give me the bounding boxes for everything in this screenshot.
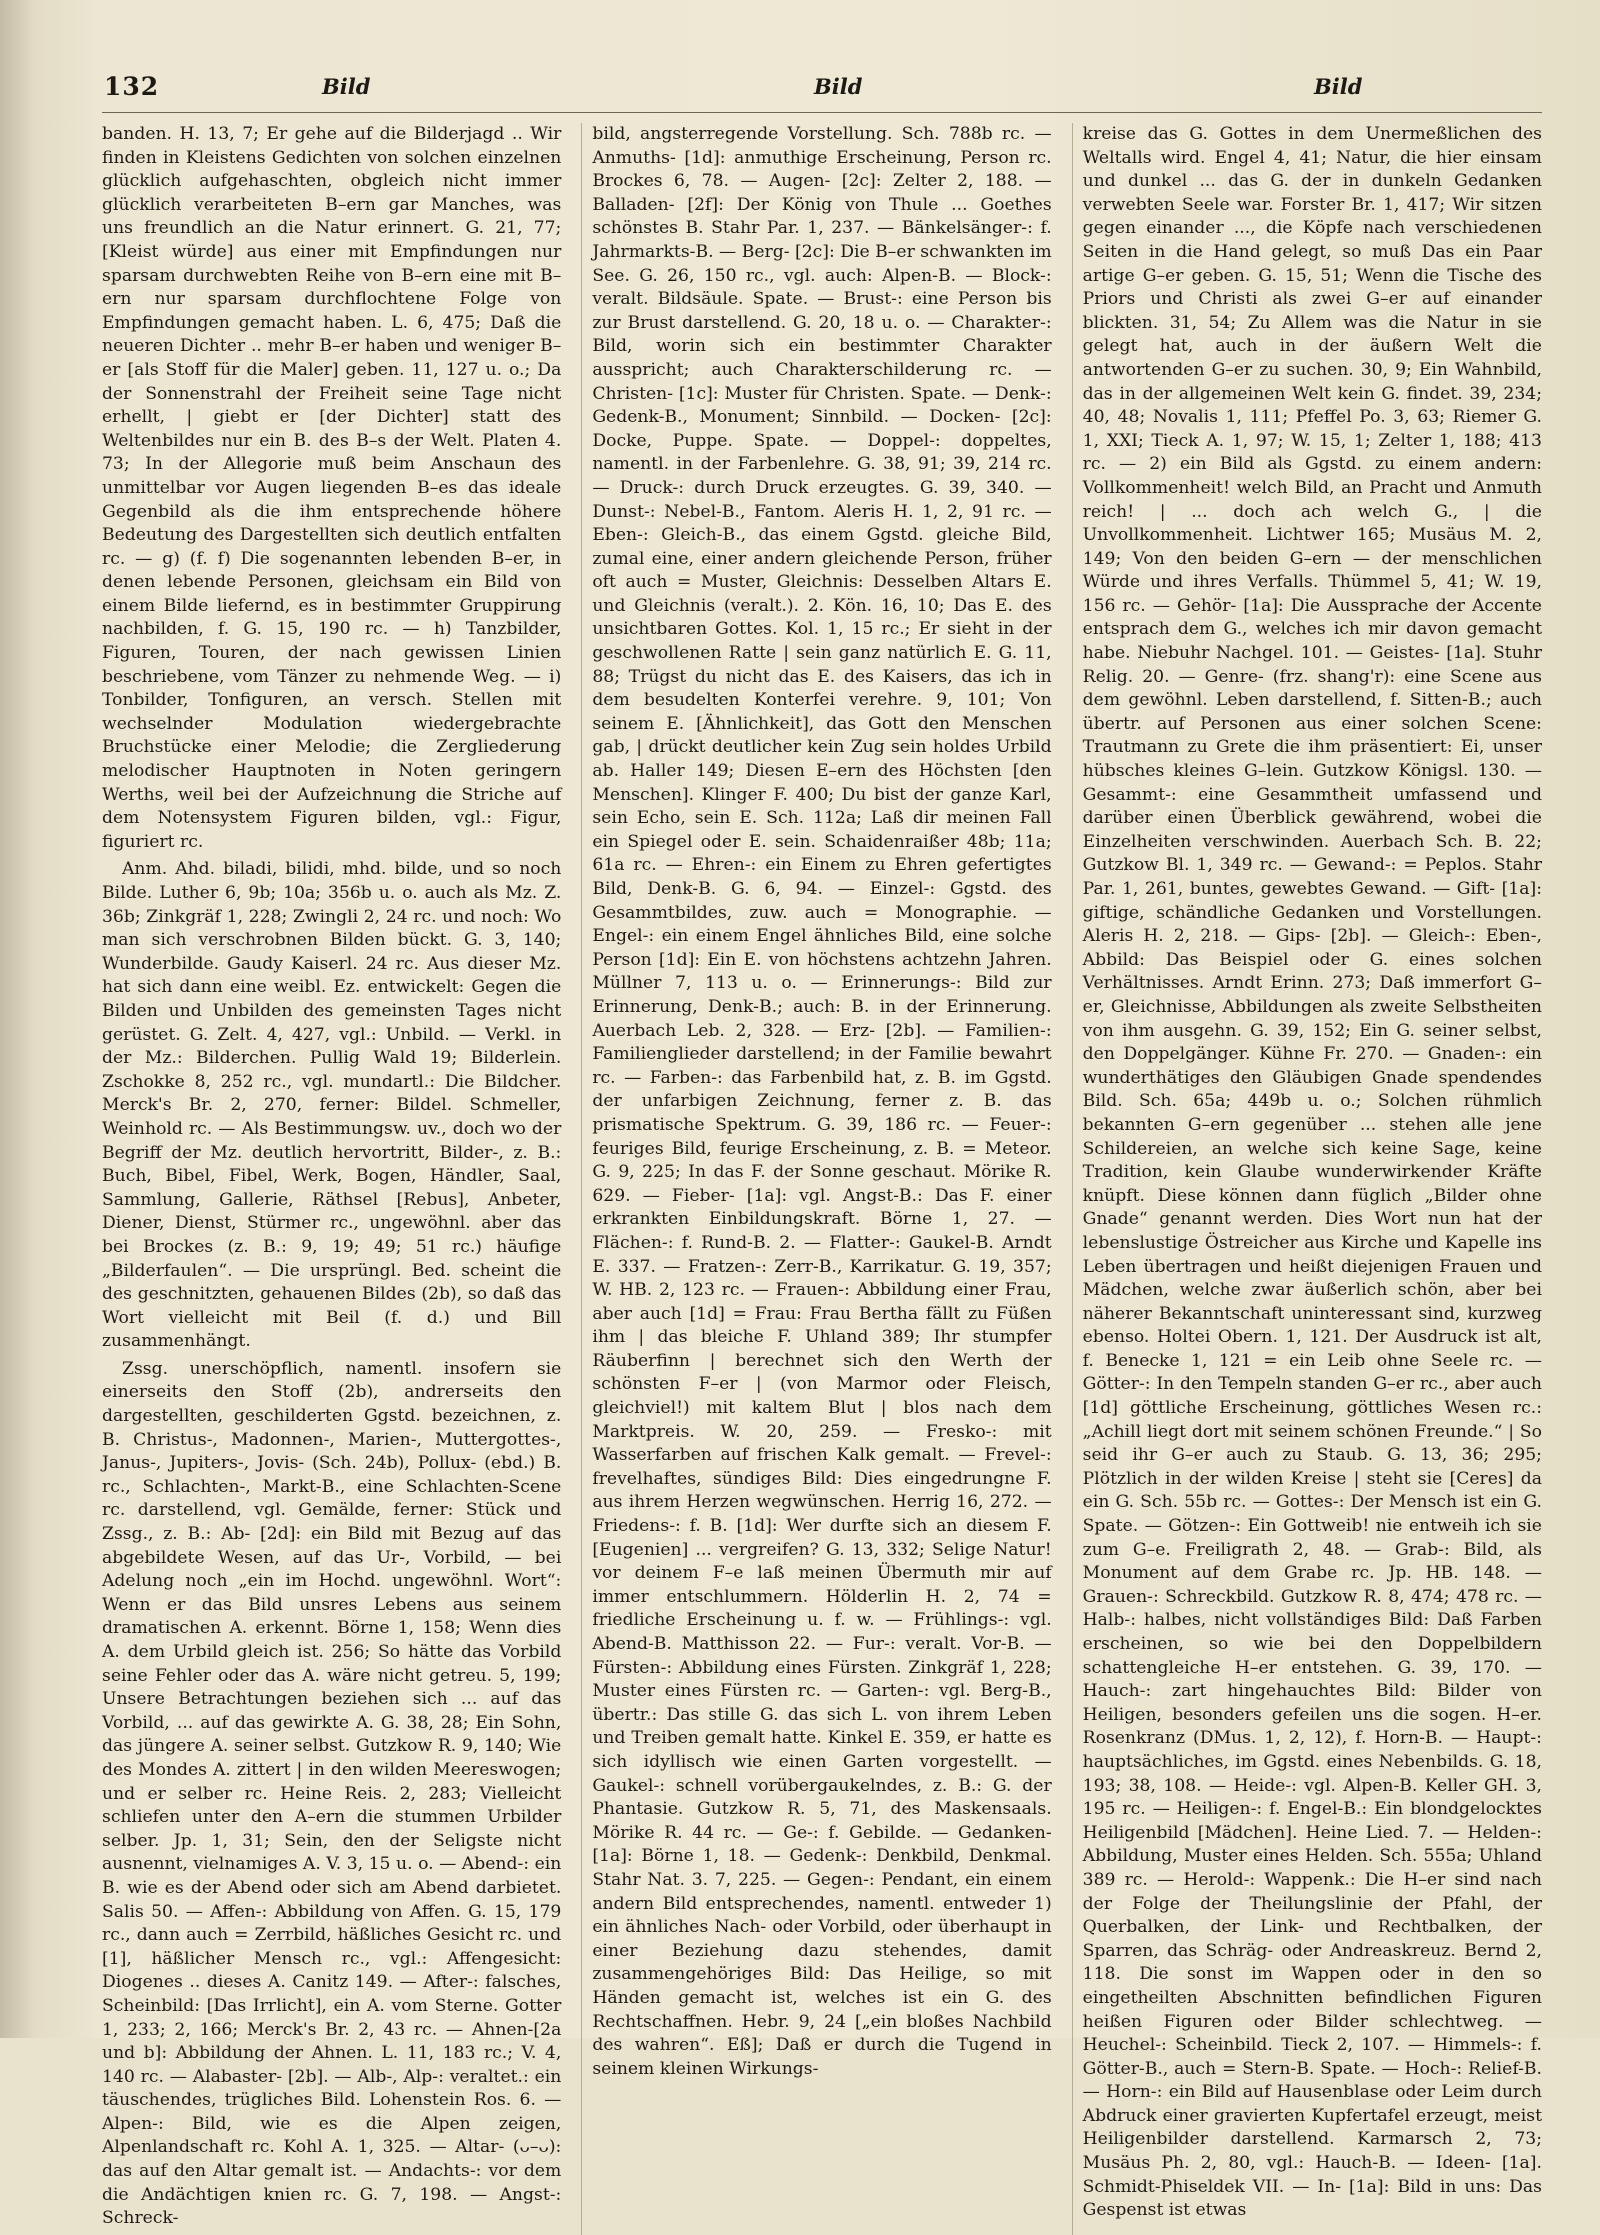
- entry-paragraph: bild, angsterregende Vorstellung. Sch. 788b rc. — Anmuths- [1d]: anmuthige Erscheinung, Person rc. Brockes 6, 78. — Augen- [2c]: Zelter 2, 188. — Balladen- [2f]: Der König von Thule ... Goethes schönstes B. Stahr Par. 1, 237. — Bänkelsänger-: f. Jahrmarkts-B. — Berg- [2c]: Die B–er schwankten im See. G. 26, 150 rc., vgl. auch: Alpen-B. — Block-: veralt. Bildsäule. Spate. — Brust-: eine Person bis zur Brust darstellend. G. 20, 18 u. o. — Charakter-: Bild, worin sich ein bestimmter Charakter ausspricht; auch Charakterschilderung rc. — Christen- [1c]: Muster für Christen. Spate. — Denk-: Gedenk-B., Monument; Sinnbild. — Docken- [2c]: Docke, Puppe. Spate. — Doppel-: doppeltes, namentl. in der Farbenlehre. G. 38, 91; 39, 214 rc. — Druck-: durch Druck erzeugtes. G. 39, 340. — Dunst-: Nebel-B., Fantom. Aleris H. 1, 2, 91 rc. — Eben-: Gleich-B., das einem Ggstd. gleiche Bild, zumal eine, einer andern gleichende Person, früher oft auch = Muster, Gleichnis: Desselben Altars E. und Gleichnis (veralt.). 2. Kön. 16, 10; Das E. des unsichtbaren Gottes. Kol. 1, 15 rc.; Er sieht in der geschwollenen Ratte | sein ganz natürlich E. G. 11, 88; Trügst du nicht das E. des Kaisers, das ich in dem besudelten Konterfei verehre. 9, 101; Von seinem E. [Ähnlichkeit], das Gott den Menschen gab, | drückt deutlicher kein Zug sein holdes Urbild ab. Haller 149; Diesen E–ern des Höchsten [den Menschen]. Klinger F. 400; Du bist der ganze Karl, sein Echo, sein E. Sch. 112a; Laß dir meinen Fall ein Spiegel oder E. sein. Schaidenraißer 48b; 11a; 61a rc. — Ehren-: ein Einem zu Ehren gefertigtes Bild, Denk-B. G. 6, 94. — Einzel-: Ggstd. des Gesammtbildes, zuw. auch = Monographie. — Engel-: ein einem Engel ähnliches Bild, eine solche Person [1d]: Ein E. von höchstens achtzehn Jahren. Müllner 7, 113 u. o. — Erinnerungs-: Bild zur Erinnerung, Denk-B.; auch: B. in der Erinnerung. Auerbach Leb. 2, 328. — Erz- [2b]. — Familien-: Familienglieder darstellend; in der Familie bewahrt rc. — Farben-: das Farbenbild hat, z. B. im Ggstd. der unfarbigen Zeichnung, ferner z. B. das prismatische Spektrum. G. 39, 186 rc. — Feuer-: feuriges Bild, feurige Erscheinung, z. B. = Meteor. G. 9, 225; In das F. der Sonne geschaut. Mörike R. 629. — Fieber- [1a]: vgl. Angst-B.: Das F. einer erkrankten Einbildungskraft. Börne 1, 27. — Flächen-: f. Rund-B. 2. — Flatter-: Gaukel-B. Arndt E. 337. — Fratzen-: Zerr-B., Karrikatur. G. 19, 357; W. HB. 2, 123 rc. — Frauen-: Abbildung einer Frau, aber auch [1d] = Frau: Frau Bertha fällt zu Füßen ihm | das bleiche F. Uhland 389; Ihr stumpfer Räuberfinn | berechnet sich den Werth der schönsten F–er | (von Marmor oder Fleisch, gleichviel!) mit kaltem Blut | blos nach dem Marktpreis. W. 20, 259. — Fresko-: mit Wasserfarben auf frischen Kalk gemalt. — Frevel-: frevelhaftes, sündiges Bild: Dies eingedrungne F. aus ihrem Herzen wegwünschen. Herrig 16, 272. — Friedens-: f. B. [1d]: Wer durfte sich an diesem F. [Eugenien] ... vergreifen? G. 13, 332; Selige Natur! vor deinem F–e laß meinen Übermuth mir auf immer entschlummern. Hölderlin H. 2, 74 = friedliche Erscheinung u. f. w. — Frühlings-: vgl. Abend-B. Matthisson 22. — Fur-: veralt. Vor-B. — Fürsten-: Abbildung eines Fürsten. Zinkgräf 1, 228; Muster eines Fürsten rc. — Garten-: vgl. Berg-B., übertr.: Das stille G. das sich L. von ihrem Leben und Treiben gemalt hatte. Kinkel E. 359, er hatte es sich idyllisch wie einen Garten vorgestellt. — Gaukel-: schnell vorübergaukelndes, z. B.: G. der Phantasie. Gutzkow R. 5, 71, des Maskensaals. Mörike R. 44 rc. — Ge-: f. Gebilde. — Gedanken- [1a]: Börne 1, 18. — Gedenk-: Denkbild, Denkmal. Stahr Nat. 3. 7, 225. — Gegen-: Pendant, ein einem andern Bild entsprechendes, namentl. entweder 1) ein ähnliches Nach- oder Vorbild, oder überhaupt in einer Beziehung dazu stehendes, damit zusammengehöriges Bild: Das Heilige, so mit Händen gemacht ist, welches ist ein G. des Rechtschaffnen. Hebr. 9, 24 [„ein bloßes Nachbild des wahren“. Eß]; Daß er durch die Tugend in seinem kleinen Wirkungs-: [592, 124, 1052, 2079]
- entry-note-paragraph: Anm. Ahd. biladi, bilidi, mhd. bilde, und so noch Bilde. Luther 6, 9b; 10a; 356b u. o. auch als Mz. Z. 36b; Zinkgräf 1, 228; Zwingli 2, 24 rc. und noch: Wo man sich verschrobnen Bilden bückt. G. 3, 140; Wunderbilde. Gaudy Kaiserl. 24 rc. Aus dieser Mz. hat sich dann eine weibl. Ez. entwickelt: Gegen die Bilden und Unbilden des gemeinsten Tages nicht gerüstet. G. Zelt. 4, 427, vgl.: Unbild. — Verkl. in der Mz.: Bilderchen. Pullig Wald 19; Bilderlein. Zschokke 8, 252 rc., vgl. mundartl.: Die Bildcher. Merck's Br. 2, 270, ferner: Bildel. Schmeller, Weinhold rc. — Als Bestimmungsw. uv., doch wo der Begriff der Mz. deutlich hervortritt, Bilder-, z. B.: Buch, Bibel, Fibel, Werk, Bogen, Händler, Saal, Sammlung, Gallerie, Räthsel [Rebus], Anbeter, Diener, Dienst, Stürmer rc., ungewöhnl. aber das bei Brockes (z. B.: 9, 19; 49; 51 rc.) häufige „Bilderfaulen“. — Die ursprüngl. Bed. scheint die des geschnitzten, gehauenen Bildes (2b), so daß das Wort vielleicht mit Beil (f. d.) und Bill zusammenhängt.: [102, 859, 562, 1352]
- column-3: [1072, 123, 1542, 2235]
- page-header: [102, 66, 1542, 113]
- entry-paragraph: kreise das G. Gottes in dem Unermeßlichen des Weltalls wird. Engel 4, 41; Natur, die hier einsam und dunkel ... das G. der in dunkeln Gedanken verwebten Seele war. Forster Br. 1, 417; Wir sitzen gegen einander ..., die Köpfe nach verschiedenen Seiten in die Hand gelegt, so muß Das ein Paar artige G–er geben. G. 15, 51; Wenn die Tische des Priors und Christi als zwei G–er auf einander blickten. 31, 54; Zu Allem was die Natur in sie gelegt hat, auch in der äußern Welt die antwortenden G–er zu suchen. 30, 9; Ein Wahnbild, das in der allgemeinen Welt kein G. findet. 39, 234; 40, 48; Novalis 1, 111; Pfeffel Po. 3, 63; Riemer G. 1, XXI; Tieck A. 1, 97; W. 15, 1; Zelter 1, 188; 413 rc. — 2) ein Bild als Ggstd. zu einem andern: Vollkommenheit! welch Bild, an Pracht und Anmuth reich! | ... doch ach welch G., | die Unvollkommenheit. Lichtwer 165; Musäus M. 2, 149; Von den beiden G–ern — der menschlichen Würde und ihres Verfalls. Thümmel 5, 41; W. 19, 156 rc. — Gehör- [1a]: Die Aussprache der Accente entsprach dem G., welches ich mir davon gemacht habe. Niebuhr Nachgel. 101. — Geistes- [1a]. Stuhr Relig. 20. — Genre- (frz. shang'r): eine Scene aus dem gewöhnl. Leben darstellend, f. Sitten-B.; auch übertr. auf Personen aus einer solchen Scene: Trautmann zu Grete die ihm präsentiert: Ei, unser hübsches kleines G–lein. Gutzkow Königsl. 130. — Gesammt-: eine Gesammtheit umfassend und darüber einen Überblick gewährend, wobei die Einzelheiten verschwinden. Auerbach Sch. B. 22; Gutzkow Bl. 1, 349 rc. — Gewand-: = Peplos. Stahr Par. 1, 261, buntes, gewebtes Gewand. — Gift- [1a]: giftige, schändliche Gedanken und Vorstellungen. Aleris H. 2, 218. — Gips- [2b]. — Gleich-: Eben-, Abbild: Das Beispiel oder G. eines solchen Verhältnisses. Arndt Erinn. 273; Daß immerfort G–er, Gleichnisse, Abbildungen als zweite Selbstheiten von ihm ausgehn. G. 39, 152; Ein G. seiner selbst, den Doppelgänger. Kühne Fr. 270. — Gnaden-: ein wunderthätiges den Gläubigen Gnade spendendes Bild. Sch. 65a; 449b u. o.; Solchen rühmlich bekannten G–ern gegenüber ... stehen alle jene Schildereien, an welche sich keine Sage, keine Tradition, kein Glaube wunderwirkender Kräfte knüpft. Diese können dann füglich „Bilder ohne Gnade“ genannt werden. Dies Wort nun hat der lebenslustige Östreicher aus Kirche und Kapelle ins Leben übertragen und heißt diejenigen Frauen und Mädchen, welche zwar äußerlich schön, aber bei näherer Bekanntschaft uninteressant sind, kurzweg ebenso. Holtei Obern. 1, 121. Der Ausdruck ist alt, f. Benecke 1, 121 = ein Leib ohne Seele rc. — Götter-: In den Tempeln standen G–er rc., aber auch [1d] göttliche Erscheinung, göttliches Wesen rc.: „Achill liegt dort mit seinem schönen Freunde.“ | So seid ihr G–er auch zu Staub. G. 13, 36; 295; Plötzlich in der wilden Kreise | steht sie [Ceres] da ein G. Sch. 55b rc. — Gottes-: Der Mensch ist ein G. Spate. — Götzen-: Ein Gottweib! nie entweih ich sie zum G–e. Freiligrath 2, 48. — Grab-: Bild, als Monument auf dem Grabe rc. Jp. HB. 148. — Grauen-: Schreckbild. Gutzkow R. 8, 474; 478 rc. — Halb-: halbes, nicht vollständiges Bild: Daß Farben erscheinen, so wie bei den Doppelbildern schattengleiche H–er entstehen. G. 39, 170. — Hauch-: zart hingehauchtes Bild: Bilder von Heiligen, besonders gefeilen uns die sogen. H–er. Rosenkranz (DMus. 1, 2, 12), f. Horn-B. — Haupt-: hauptsächliches, im Ggstd. eines Nebenbilds. G. 18, 193; 38, 108. — Heide-: vgl. Alpen-B. Keller GH. 3, 195 rc. — Heiligen-: f. Engel-B.: Ein blondgelocktes Heiligenbild [Mädchen]. Heine Lied. 7. — Helden-: Abbildung, Muster eines Helden. Sch. 555a; Uhland 389 rc. — Herold-: Wappenk.: Die H–er sind nach der Folge der Theilungslinie der Pfahl, der Querbalken, der Link- und Rechtbalken, der Sparren, das Schräg- oder Andreaskreuz. Bernd 2, 118. Die sonst im Wappen oder in den so eingetheilten Abschnitten befindlichen Figuren heißen Figuren oder Bilder schlechtweg. — Heuchel-: Scheinbild. Tieck 2, 107. — Himmels-: f. Götter-B., auch = Stern-B. Spate. — Hoch-: Relief-B. — Horn-: ein Bild auf Hausenblase oder Leim durch Abdruck einer gravierten Kupfertafel erzeugt, meist Heiligenbilder darstellend. Karmarsch 2, 73; Musäus Ph. 2, 80, vgl.: Hauch-B. — Ideen- [1a]. Schmidt-Phiseldek VII. — In- [1a]: Bild in uns: Das Gespenst ist etwas: [1082, 124, 1542, 2221]
- running-headword-right: Bild: [1314, 74, 1363, 99]
- column-1: [102, 123, 561, 2235]
- text-columns: [102, 123, 1542, 2235]
- binding-shadow: [0, 0, 34, 2038]
- running-headword-center: Bild: [814, 74, 863, 99]
- entry-paragraph: banden. H. 13, 7; Er gehe auf die Bilderjagd .. Wir finden in Kleistens Gedichten von solchen einzelnen glücklich aufgehaschten, obgleich nicht immer glücklich verarbeiteten B–ern gar Manches, was uns freundlich an die Natur erinnert. G. 21, 77; [Kleist würde] aus einer mit Empfindungen nur sparsam durchwebten Reihe von B–ern eine mit B–ern nur sparsam durchflochtene Folge von Empfindungen gemacht haben. L. 6, 475; Daß die neueren Dichter .. mehr B–er haben und weniger B–er [als Stoff für die Maler] geben. 11, 127 u. o.; Da der Sonnenstrahl der Freiheit seine Tage nicht erhellt, | giebt er [der Dichter] statt des Weltenbildes nur ein B. des B–s der Welt. Platen 4. 73; In der Allegorie muß beim Anschaun des unmittelbar vor Augen liegenden B–es das ideale Gegenbild als die ihm entsprechende höhere Bedeutung des Dargestellten sich deutlich entfalten rc. — g) (f. f) Die sogenannten lebenden B–er, in denen lebende Personen, gleichsam ein Bild von einem Bilde liefernd, es in bestimmter Gruppirung nachbilden, f. G. 15, 190 rc. — h) Tanzbilder, Figuren, Touren, der nach gewissen Linien beschriebene, vom Tänzer zu nehmende Weg. — i) Tonbilder, Tonfiguren, an versch. Stellen mit wechselnder Modulation wiedergebrachte Bruchstücke einer Melodie; die Zergliederung melodischer Hauptnoten in Noten geringern Werths, weil bei der Aufzeichnung die Striche auf dem Notensystem Figuren bilden, vgl.: Figur, figuriert rc.: [102, 124, 562, 852]
- running-headword-left: Bild: [322, 74, 371, 99]
- entry-compounds-paragraph: Zssg. unerschöpflich, namentl. insofern sie einerseits den Stoff (2b), andrerseits den dargestellten, geschilderten Ggstd. bezeichnen, z. B. Christus-, Madonnen-, Marien-, Muttergottes-, Janus-, Jupiters-, Jovis- (Sch. 24b), Pollux- (ebd.) B. rc., Schlachten-, Markt-B., eine Schlachten-Scene rc. darstellend, vgl. Gemälde, ferner: Stück und Zssg., z. B.: Ab- [2d]: ein Bild mit Bezug auf das abgebildete Wesen, auf das Ur-, Vorbild, — bei Adelung noch „ein im Hochd. ungewöhnl. Wort“: Wenn er das Bild unsres Lebens aus seinem dramatischen A. erkennt. Börne 1, 158; Wenn dies A. dem Urbild gleich ist. 256; So hätte das Vorbild seine Fehler oder das A. wäre nicht getreu. 5, 199; Unsere Betrachtungen beziehen sich ... auf das Vorbild, ... auf das gewirkte A. G. 38, 28; Ein Sohn, das jüngere A. seiner selbst. Gutzkow R. 9, 140; Wie des Mondes A. zittert | in den wilden Meereswogen; und er selber rc. Heine Reis. 2, 283; Vielleicht schliefen unter den A–ern die stummen Urbilder selber. Jp. 1, 31; Sein, den der Seligste nicht ausnennt, vielnamiges A. V. 3, 15 u. o. — Abend-: ein B. wie es der Abend oder sich am Abend darbietet. Salis 50. — Affen-: Abbildung von Affen. G. 15, 179 rc., dann auch = Zerrbild, häßliches Gesicht rc. und [1], häßlicher Mensch rc., vgl.: Affengesicht: Diogenes .. dieses A. Canitz 149. — After-: falsches, Scheinbild: [Das Irrlicht], ein A. vom Sterne. Gotter 1, 233; 2, 166; Merck's Br. 2, 43 rc. — Ahnen-[2a und b]: Abbildung der Ahnen. L. 11, 183 rc.; V. 4, 140 rc. — Alabaster- [2b]. — Alb-, Alp-: veraltet.: ein täuschendes, trügliches Bild. Lohenstein Ros. 6. — Alpen-: Bild, wie es die Alpen zeigen, Alpenlandschaft rc. Kohl A. 1, 325. — Altar- (ᴗ–ᴗ): das auf den Altar gemalt ist. — Andachts-: vor dem die Andächtigen knien rc. G. 7, 198. — Angst-: Schreck-: [102, 1358, 562, 2229]
- page-number: 132: [104, 72, 160, 101]
- column-2: [581, 123, 1051, 2235]
